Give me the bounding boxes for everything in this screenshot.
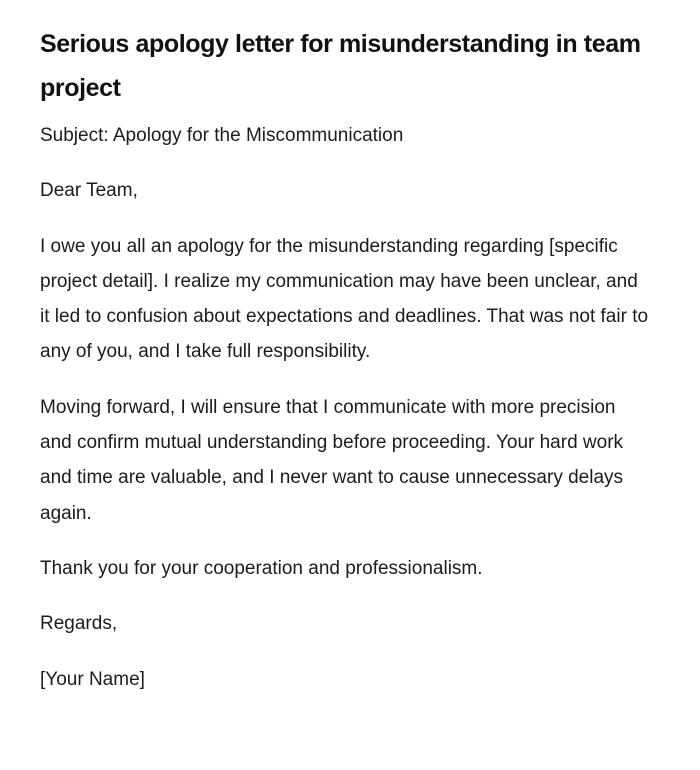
salutation: Dear Team, [40,180,138,202]
letter-document [40,22,650,717]
closing-line: Thank you for your cooperation and professionalism. [40,557,483,579]
subject-line: Subject: Apology for the Miscommunication [40,125,404,146]
page-title: Serious apology letter for misunderstanding in team project [40,30,641,102]
body-paragraph-2: Moving forward, I will ensure that I communicate with more precision and confirm mutual understanding before proceeding. Your hard work and time are valuable, and I never want to cause unnecessary delays again. [40,396,624,524]
body-paragraph-1: I owe you all an apology for the misunderstanding regarding [specific project detail]. I realize my communication may have been unclear, and it led to confusion about expectations and deadlines. That was not fair to any of you, and I take full responsibility. [40,235,649,363]
signature: [Your Name] [40,668,145,690]
sign-off: Regards, [40,613,118,635]
